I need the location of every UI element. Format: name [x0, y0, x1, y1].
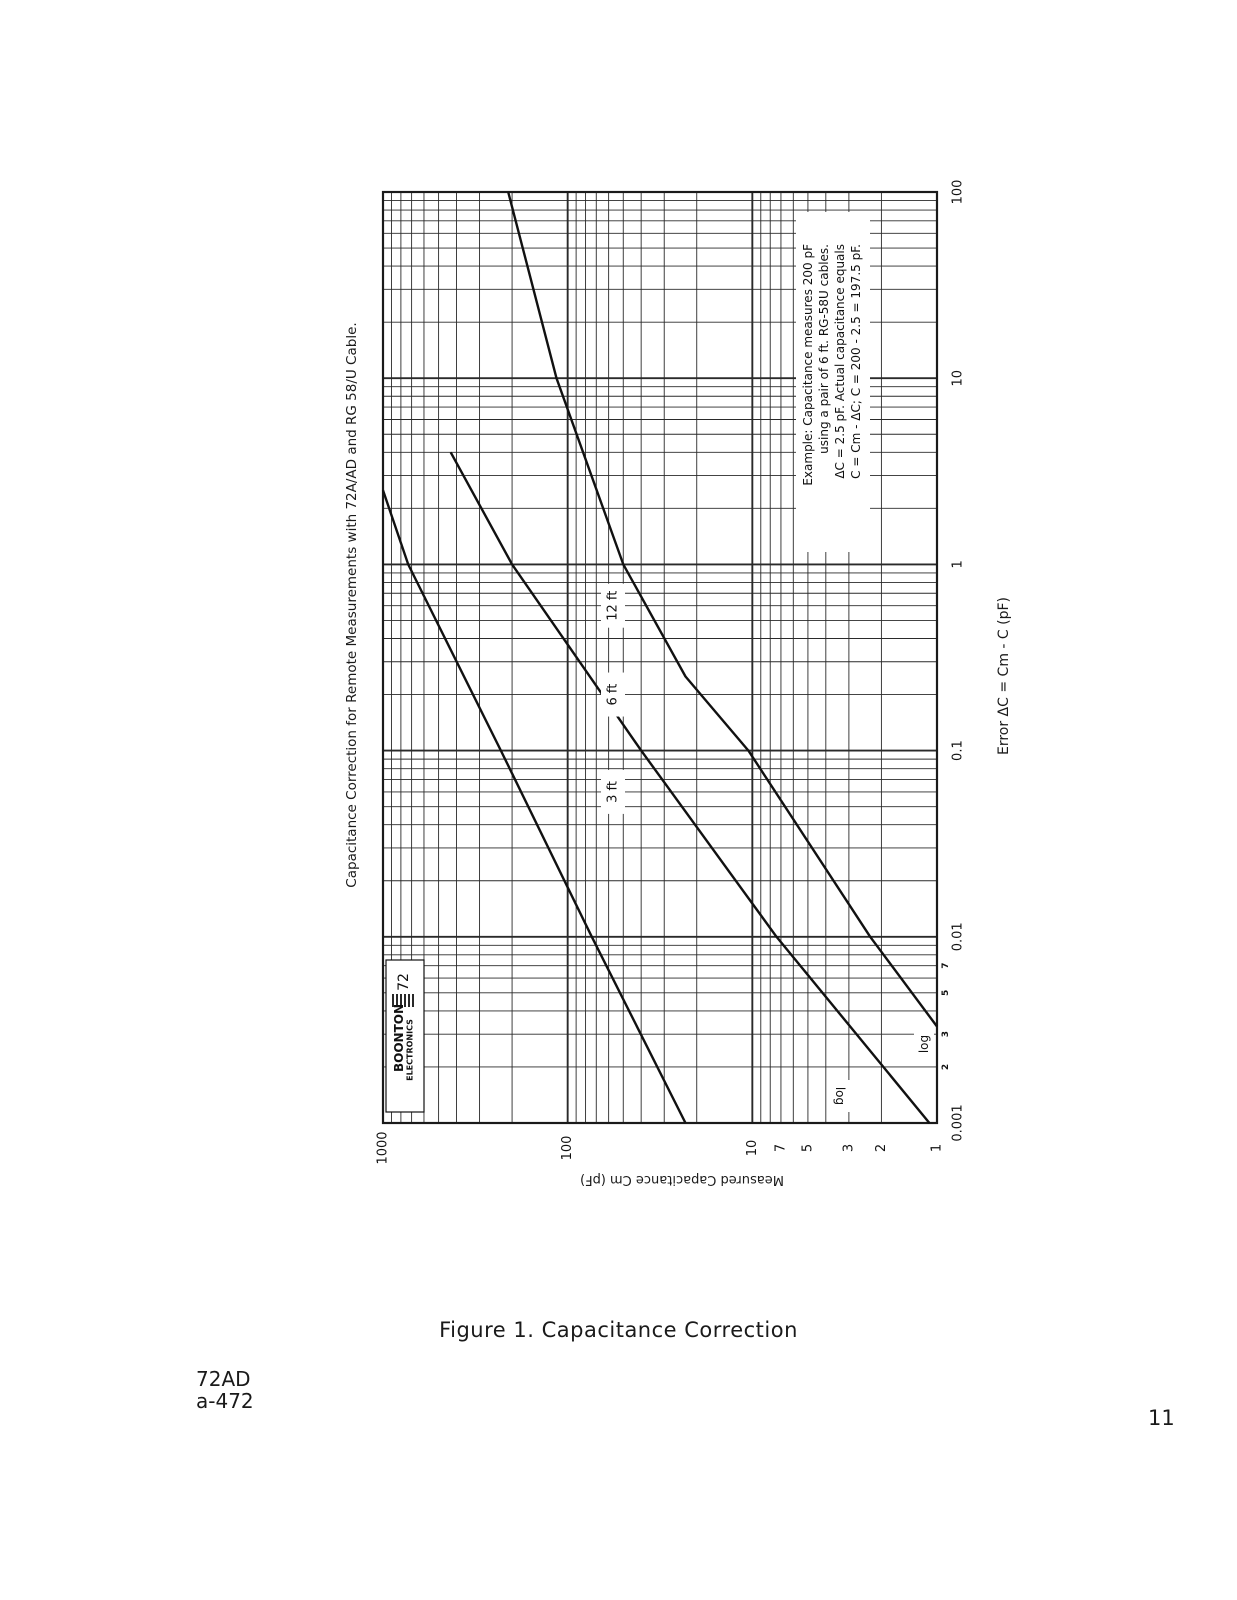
series-line-12-ft: [508, 192, 937, 1027]
logo-brand-sub: ELECTRONICS: [405, 1019, 415, 1081]
x-tick-label: 100: [950, 179, 966, 205]
y-tick-label: 1000: [375, 1131, 391, 1165]
annotation-line: ΔC = 2.5 pF. Actual capacitance equals: [833, 244, 847, 479]
x-axis-label: Error ΔC = Cm - C (pF): [996, 596, 1012, 756]
y-axis-label: Measured Capacitance Cm (pF): [580, 1172, 784, 1187]
document-id-line: a-472: [196, 1389, 254, 1413]
page-number: 11: [1148, 1406, 1175, 1430]
series-line-6-ft: [451, 452, 930, 1123]
x-tick-label: 0.1: [950, 740, 966, 761]
series-label: 3 ft: [605, 780, 621, 803]
y-tick-label: 100: [560, 1135, 576, 1161]
x-minor-tick-label: 5: [941, 989, 951, 996]
series-label: 6 ft: [605, 683, 621, 706]
series-label: 12 ft: [605, 590, 621, 621]
y-tick-label: 2: [873, 1143, 889, 1153]
x-minor-tick-label: 3: [941, 1031, 951, 1038]
annotation-line: C = Cm - ΔC; C = 200 - 2.5 = 197.5 pF.: [849, 244, 863, 479]
logo-model: 72: [396, 973, 412, 991]
chart-title: Capacitance Correction for Remote Measurements with 72A/AD and RG 58/U Cable.: [344, 322, 360, 888]
x-tick-label: 1: [950, 560, 966, 569]
x-tick-label: 0.001: [950, 1104, 966, 1142]
x-minor-tick-label: 2: [941, 1063, 951, 1071]
scale-label: log: [917, 1034, 931, 1054]
y-tick-label: 1: [929, 1143, 945, 1153]
document-id: [196, 1368, 254, 1412]
x-tick-label: 10: [950, 369, 966, 387]
x-tick-label: 0.01: [950, 922, 966, 952]
example-annotation: [796, 212, 870, 552]
figure-caption: Figure 1. Capacitance Correction: [439, 1318, 798, 1342]
document-id-line: 72AD: [196, 1367, 251, 1391]
annotation-line: using a pair of 6 ft. RG-58U cables.: [817, 244, 831, 454]
logo-brand: BOONTON: [392, 1003, 406, 1073]
y-tick-label: 10: [744, 1139, 760, 1157]
tick-labels: [376, 180, 966, 1165]
boonton-logo: [386, 960, 424, 1112]
chart-area: [344, 180, 1012, 1187]
scale-label: log: [833, 1086, 847, 1106]
y-tick-label: 5: [800, 1143, 816, 1153]
y-tick-label: 7: [773, 1143, 789, 1153]
annotation-line: Example: Capacitance measures 200 pF: [801, 244, 815, 486]
y-tick-label: 3: [841, 1143, 857, 1153]
x-minor-tick-label: 7: [941, 962, 951, 969]
